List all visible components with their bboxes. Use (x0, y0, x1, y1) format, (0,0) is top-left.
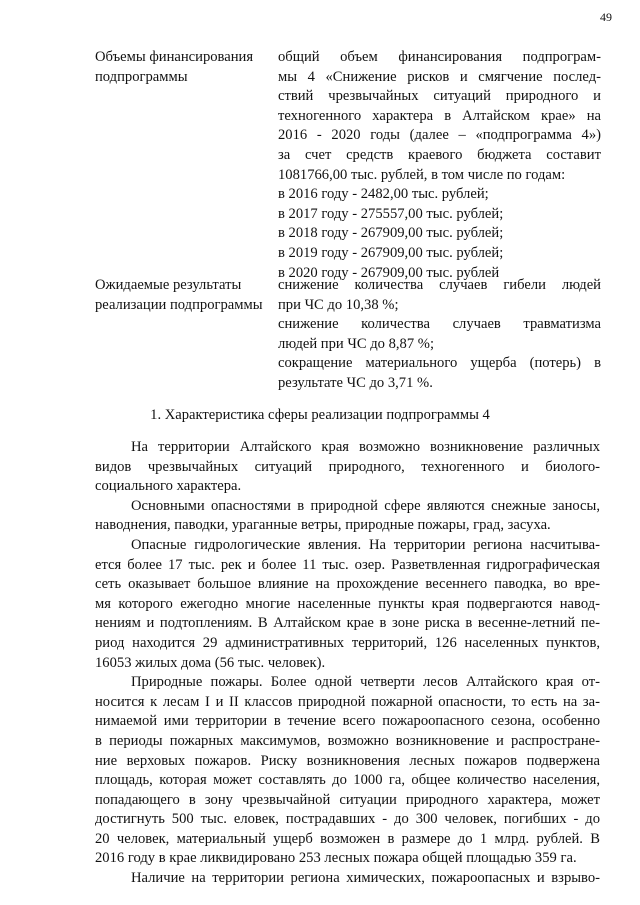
text-line: нимаемой ими территории в течение всего пожароопасного сезона, особенно (95, 713, 600, 730)
text-line: Природные пожары. Более одной четверти лесов Алтайского края от- (131, 674, 600, 691)
text-line: Опасные гидрологические явления. На территории региона насчитыва- (131, 536, 600, 553)
label-line: подпрограммы (95, 68, 188, 85)
row-value (278, 276, 601, 394)
label-line: реализации подпрограммы (95, 296, 263, 313)
text-line: Основными опасностями в природной сфере являются снежные заносы, (131, 497, 600, 514)
body-text (95, 438, 600, 889)
value-line: сокращение материального ущерба (потерь) в (278, 355, 601, 372)
text-line: ется более 17 тыс. рек и более 11 тыс. озер. Разветвленная гидрографическая (95, 556, 600, 573)
paragraph (95, 869, 600, 889)
value-line: 2016 - 2020 годы (далее – «подпрограмма 4») (278, 127, 601, 144)
text-line: площадь, которая может составлять до 1000 га, общее количество населения, (95, 772, 600, 789)
value-line: при ЧС до 10,38 %; (278, 296, 399, 313)
value-line: в 2019 году - 267909,00 тыс. рублей; (278, 244, 504, 261)
row-label (95, 276, 278, 394)
value-line: мы 4 «Снижение рисков и смягчение послед- (278, 68, 601, 85)
value-line: результате ЧС до 3,71 %. (278, 374, 433, 391)
text-line: в периоды пожарных максимумов, возможно возникновение и распростране- (95, 732, 600, 749)
text-line: На территории Алтайского края возможно возникновение различных (131, 439, 600, 455)
text-line: достигнуть 500 тыс. еловек, пострадавших - до 300 человек, погибших - до (95, 811, 600, 828)
value-line: снижение количества случаев гибели людей (278, 277, 601, 293)
value-line: в 2016 году - 2482,00 тыс. рублей; (278, 186, 489, 203)
paragraph (95, 673, 600, 869)
value-line: ствий чрезвычайных ситуаций природного и (278, 88, 601, 105)
paragraph (95, 497, 600, 536)
text-line: 2016 году в крае ликвидировано 253 лесных пожара общей площадью 359 га. (95, 850, 577, 867)
value-line: людей при ЧС до 8,87 %; (278, 335, 435, 352)
value-line: в 2017 году - 275557,00 тыс. рублей; (278, 205, 504, 222)
text-line: Наличие на территории региона химических, пожароопасных и взрыво- (131, 870, 600, 887)
value-line: техногенного характера в Алтайском крае» на (278, 107, 601, 124)
text-line: видов чрезвычайных ситуаций природного, техногенного и биолого- (95, 458, 600, 475)
page-number: 49 (600, 10, 612, 24)
row-value (278, 48, 601, 283)
value-line: в 2020 году - 267909,00 тыс. рублей (278, 264, 500, 281)
passport-row-financing (95, 48, 601, 283)
section-title: 1. Характеристика сферы реализации подпрограммы 4 (150, 407, 490, 423)
value-line: за счет средств краевого бюджета составит (278, 146, 601, 163)
value-line: снижение количества случаев травматизма (278, 316, 601, 333)
text-line: нениям и подтоплениям. В Алтайском крае в зоне риска в весенне-летний пе- (95, 615, 600, 632)
paragraph (95, 438, 600, 497)
label-line: Ожидаемые результаты (95, 277, 242, 293)
text-line: попадающего в зону чрезвычайной ситуации природного характера, может (95, 791, 600, 808)
value-line: общий объем финансирования подпрограм- (278, 49, 601, 65)
text-line: мя которого ежегодно многие населенные пункты края подвергаются навод- (95, 595, 600, 612)
paragraph (95, 536, 600, 673)
label-line: Объемы финансирования (95, 49, 254, 65)
text-line: 20 человек, материальный ущерб возможен в размере до 1 млрд. рублей. В (95, 830, 600, 847)
text-line: наводнения, паводки, ураганные ветры, природные пожары, град, засуха. (95, 517, 551, 534)
text-line: ние верховых пожаров. Риску возникновения лесных пожаров подвержена (95, 752, 600, 769)
text-line: сеть оказывает большое влияние на прохождение весеннего паводка, во вре- (95, 576, 600, 593)
value-line: 1081766,00 тыс. рублей, в том числе по годам: (278, 166, 566, 183)
value-line: в 2018 году - 267909,00 тыс. рублей; (278, 225, 504, 242)
text-line: 16053 жилых дома (56 тыс. человек). (95, 654, 326, 671)
passport-row-results (95, 276, 601, 394)
text-line: социального характера. (95, 478, 242, 495)
text-line: носится к лесам I и II классов природной пожарной опасности, то есть на за- (95, 693, 600, 710)
row-label (95, 48, 278, 283)
text-line: риод находится 29 административных территорий, 126 населенных пунктов, (95, 634, 600, 651)
